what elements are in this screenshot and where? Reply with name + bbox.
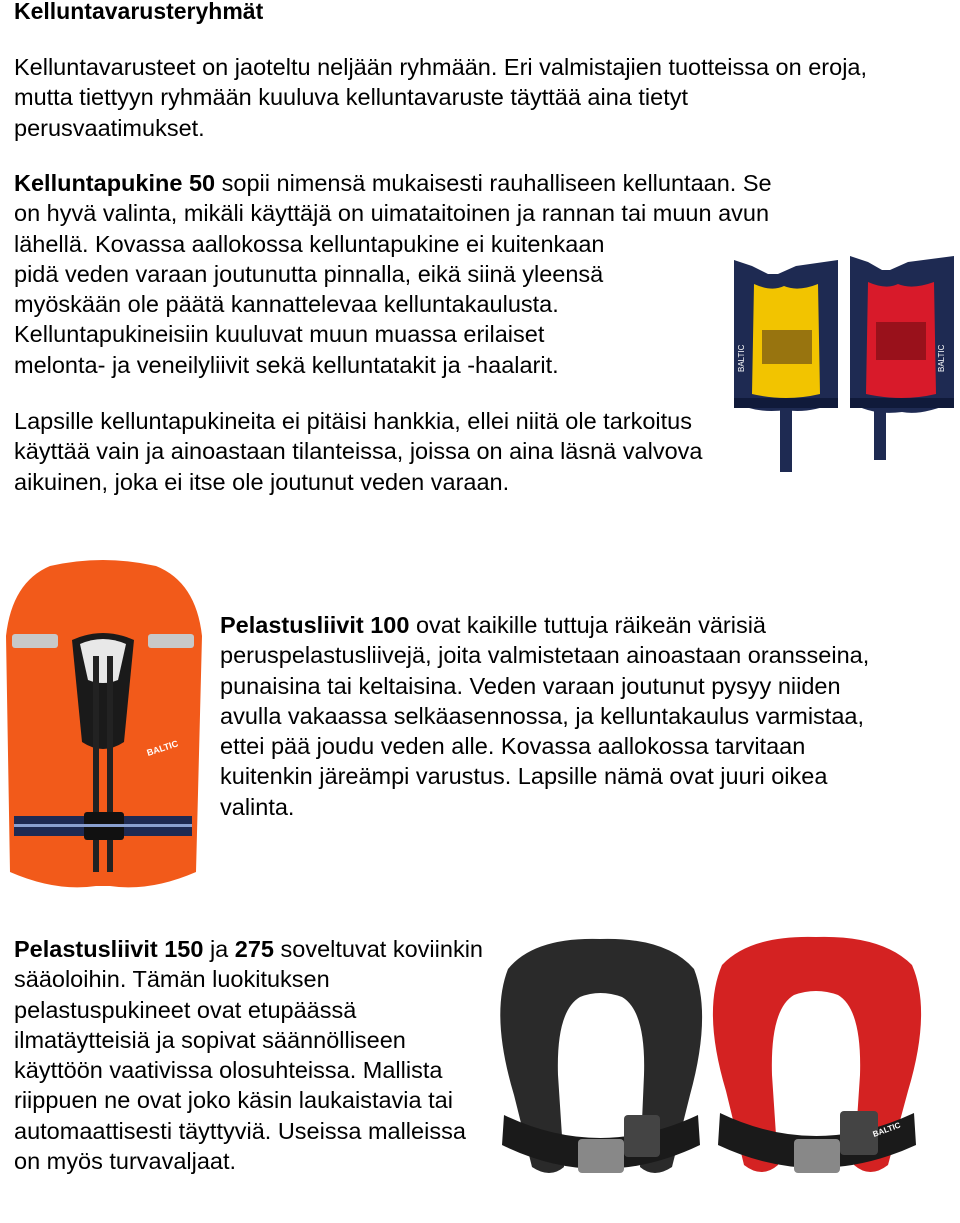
lifejacket-275-label: 275 xyxy=(234,936,274,962)
red-inflatable-lifejacket-icon xyxy=(713,937,921,1173)
yellow-vest-icon xyxy=(734,260,838,472)
buoyancy-aid-50-line: myöskään ole päätä kannattelevaa kelluntakaulusta. xyxy=(14,291,559,318)
svg-text:BALTIC: BALTIC xyxy=(871,1120,902,1139)
orange-lifejacket-icon xyxy=(6,560,202,887)
buoyancy-aid-vests-image xyxy=(726,252,958,477)
buoyancy-aid-50-line: sopii nimensä mukaisesti rauhalliseen kelluntaan. Se xyxy=(215,170,772,196)
lifejacket-150-label: Pelastusliivit 150 xyxy=(14,936,204,962)
buoyancy-aid-50-line: on hyvä valinta, mikäli käyttäjä on uimataitoinen ja rannan tai muun avun xyxy=(14,200,770,227)
svg-text:BALTIC: BALTIC xyxy=(937,344,946,372)
buoyancy-aid-50-line: pidä veden varaan joutunutta pinnalla, eikä siinä yleensä xyxy=(14,260,604,287)
red-vest-icon xyxy=(850,256,954,460)
buoyancy-aid-50-label: Kelluntapukine 50 xyxy=(14,170,216,196)
buoyancy-aid-50-line: Kelluntapukineisiin kuuluvat muun muassa erilaiset xyxy=(14,321,545,348)
buoyancy-aid-50-line: lähellä. Kovassa aallokossa kelluntapukine ei kuitenkaan xyxy=(14,230,605,257)
svg-text:BALTIC: BALTIC xyxy=(737,344,746,372)
buoyancy-aid-50-line: melonta- ja veneilyliivit sekä kelluntatakit ja -haalarit. xyxy=(14,351,559,378)
lifejacket-100-paragraph: Pelastusliivit 100 ovat kaikille tuttuja räikeän värisiä peruspelastusliivejä, joita valmistetaan ainoastaan oransseina, punaisina tai keltaisina. Veden varaan joutunut pysyy niiden avulla vakaassa selkäasennossa, ja kelluntakaulus varmistaa, ettei pää joudu veden alle. Kovassa aallokossa tarvitaan kuitenkin järeämpi varustus. Lapsille nämä ovat juuri oikea valinta. xyxy=(220,612,870,820)
page-title: Kelluntavarusteryhmät xyxy=(14,0,264,24)
children-note-paragraph: Lapsille kelluntapukineita ei pitäisi hankkia, ellei niitä ole tarkoitus käyttää vain ja ainoastaan tilanteissa, joissa on aina läsnä valvova aikuinen, joka ei itse ole joutunut veden varaan. xyxy=(14,408,703,495)
intro-paragraph: Kelluntavarusteet on jaoteltu neljään ryhmään. Eri valmistajien tuotteissa on eroja, mutta tiettyyn ryhmään kuuluva kelluntavaruste täyttää aina tietyt perusvaatimukset. xyxy=(14,54,868,141)
lifejacket-100-label: Pelastusliivit 100 xyxy=(220,612,410,638)
lifejacket-100-image xyxy=(0,560,206,895)
black-inflatable-lifejacket-icon xyxy=(500,939,702,1173)
lifejacket-150-275-paragraph: Pelastusliivit 150 ja 275 soveltuvat koviinkin sääoloihin. Tämän luokituksen pelastuspukineet ovat etupäässä ilmatäytteisiä ja sopivat säännölliseen käyttöön vaativissa olosuhteissa. Mallista riippuen ne ovat joko käsin laukaistavia tai automaattisesti täyttyviä. Useissa malleissa on myös turvavaljaat. xyxy=(14,936,483,1175)
lifejacket-150-275-image xyxy=(494,935,958,1220)
svg-text:BALTIC: BALTIC xyxy=(145,738,180,758)
